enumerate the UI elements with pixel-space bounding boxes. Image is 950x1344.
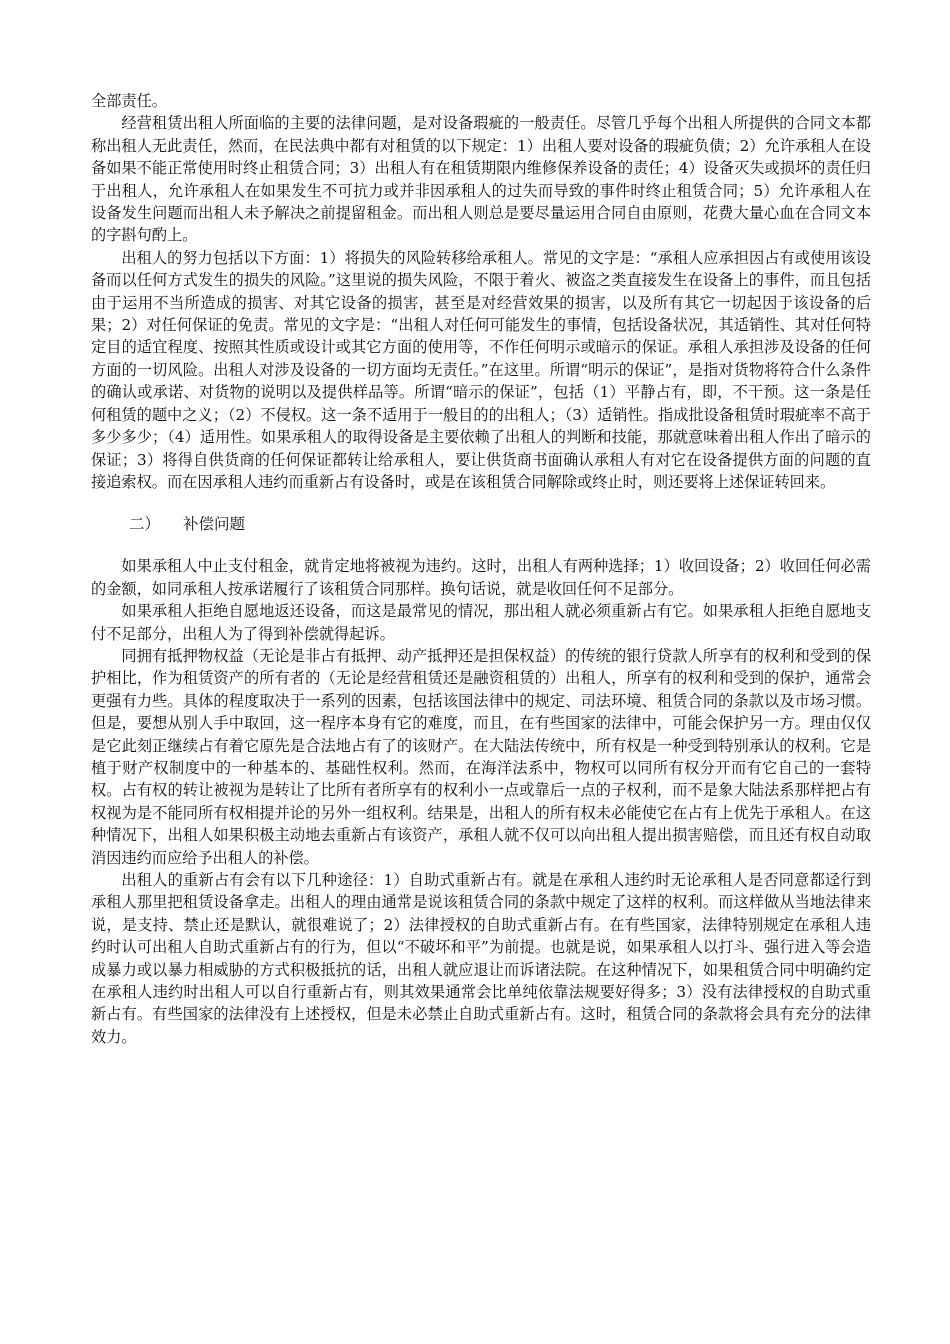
document-page [91,90,871,1048]
paragraph-refusal-to-return: 如果承租人拒绝自愿地返还设备，而这是最常见的情况，那出租人就必须重新占有它。如果承租人拒绝自愿地支付不足部分，出租人为了得到补偿就得起诉。 [91,602,871,643]
repossession-term-authorized: 法律授权的自助式重新占有 [408,915,594,934]
section-heading [91,513,871,535]
section-heading-title: 补偿问题 [183,515,246,534]
paragraph-equipment-defect-liability: 经营租赁出租人所面临的主要的法律问题，是对设备瑕疵的一般责任。尽管几乎每个出租人所提供的合同文本都称出租人无此责任，然而，在民法典中都有对租赁的以下规定：1）出租人要对设备的瑕疵负债；2）允许承租人在设备如果不能正常使用时终止租赁合同；3）出租人有在租赁期限内维修保养设备的责任；4）设备灭失或损坏的责任归于出租人，允许承租人在如果发生不可抗力或并非因承租人的过失而导致的事件时终止租赁合同；5）允许承租人在设备发生问题而出租人未予解决之前提留租金。而出租人则总是要尽量运用合同自由原则，花费大量心血在合同文本的字斟句酌上。 [91,114,871,245]
repossession-text-intro: 出租人的重新占有会有以下几种途径：1） [121,871,409,889]
paragraph-ownership-rights: 同拥有抵押物权益（无论是非占有抵押、动产抵押还是担保权益）的传统的银行贷款人所享有的权利和受到的保护相比，作为租赁资产的所有者的（无论是经营租赁还是融资租赁的）出租人，所享有的权利和受到的保护，通常会更强有力些。具体的程度取决于一系列的因素，包括该国法律中的规定、司法环境、租赁合同的条款以及市场习惯。但是，要想从别人手中取回，这一程序本身有它的难度，而且，在有些国家的法律中，可能会保护另一方。理由仅仅是它此刻正继续占有着它原先是合法地占有了的该财产。在大陆法传统中，所有权是一种受到特别承认的权利。它是植于财产权制度中的一种基本的、基础性权利。然而，在海洋法系中，物权可以同所有权分开而有它自己的一套特权。占有权的转让被视为是转让了比所有者所享有的权利小一点或靠后一点的子权利，而不是象大陆法系那样把占有权视为是不能同所有权相提并论的另外一组权利。结果是，出租人的所有权未必能使它在占有上优先于承租人。在这种情况下，出租人如果积极主动地去重新占有该资产，承租人就不仅可以向出租人提出损害赔偿，而且还有权自动取消因违约而应给予出租人的补偿。 [91,646,871,867]
repossession-text-part2: 。就是在承租人违约时无论承租人是否同意都迳行到承租人那里把租赁设备拿走。出租人的理由通常是说该租赁合同的条款中规定了这样的权利。而这样做从当地法律来说，是支持、禁止还是默认，就很难说了；2） [91,871,872,934]
paragraph-continuation: 全部责任。 [91,92,167,110]
section-heading-number: 二） [129,515,161,534]
repossession-term-self-help: 自助式重新占有 [408,871,517,889]
paragraph-lessor-efforts: 出租人的努力包括以下方面：1）将损失的风险转移给承租人。常见的文字是：“承租人应承担因占有或使用该设备而以任何方式发生的损失的风险。”这里说的损失风险，不限于着火、被盗之类直接发生在设备上的事件，而且包括由于运用不当所造成的损害、对其它设备的损害，甚至是对经营效果的损害，以及所有其它一切起因于该设备的后果；2）对任何保证的免责。常见的文字是：“出租人对任何可能发生的事情，包括设备状况，其适销性、其对任何特定目的适宜程度、按照其性质或设计或其它方面的使用等，不作任何明示或暗示的保证。承租人承担涉及设备的任何方面的一切风险。出租人对涉及设备的一切方面均无责任。”在这里。所谓“明示的保证”，是指对货物将符合什么条件的确认或承诺、对货物的说明以及提供样品等。所谓“暗示的保证”，包括（1）平静占有，即，不干预。这一条是任何租赁的题中之义；（2）不侵权。这一条不适用于一般目的的出租人；（3）适销性。指成批设备租赁时瑕疵率不高于多少多少；（4）适用性。如果承租人的取得设备是主要依赖了出租人的判断和技能，那就意味着出租人作出了暗示的保证；3）将得自供货商的任何保证都转让给承租人，要让供货商书面确认承租人有对它在设备提供方面的问题的直接追索权。而在因承租人违约而重新占有设备时，或是在该租赁合同解除或终止时，则还要将上述保证转回来。 [91,248,871,491]
repossession-term-unauthorized: 没有法律授权的自助式重新占有 [91,983,872,1024]
repossession-text-part4: 。有些国家的法律没有上述授权，但是未必禁止自助式重新占有。这时，租赁合同的条款将会具有充分的法律效力。 [91,1005,872,1046]
paragraph-repossession-methods [91,869,871,1048]
paragraph-rent-default: 如果承租人中止支付租金，就肯定地将被视为违约。这时，出租人有两种选择；1）收回设备；2）收回任何必需的金额，如同承租人按承诺履行了该租赁合同那样。换句话说，就是收回任何不足部分。 [91,557,871,598]
repossession-text-part3: 。在有些国家，法律特别规定在承租人违约时认可出租人自助式重新占有的行为，但以“不破坏和平”为前提。也就是说，如果承租人以打斗、强行进入等会造成暴力或以暴力相威胁的方式积极抵抗的话，出租人就应退让而诉诸法院。在这种情况下，如果租赁合同中明确约定在承租人违约时出租人可以自行重新占有，则其效果通常会比单纯依靠法规要好得多；3） [91,915,872,1002]
